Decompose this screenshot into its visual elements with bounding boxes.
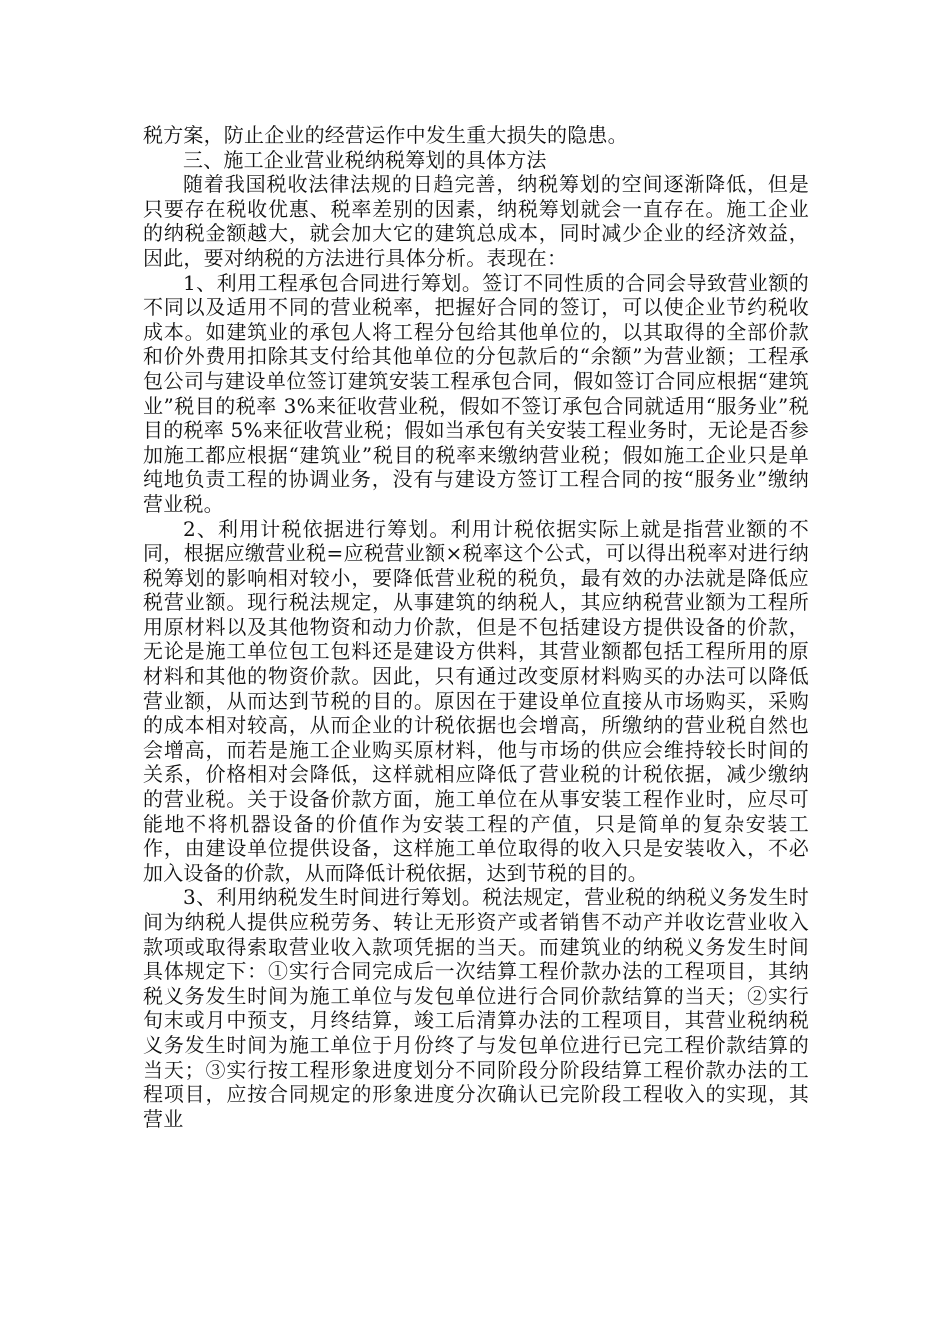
section-heading: 三、施工企业营业税纳税筹划的具体方法 bbox=[183, 147, 547, 172]
paragraph-method-1: 1、利用工程承包合同进行筹划。签订不同性质的合同会导致营业额的不同以及适用不同的营业税率，把握好合同的签订，可以使企业节约税收成本。如建筑业的承包人将工程分包给其他单位的，以其取得的全部价款和价外费用扣除其支付给其他单位的分包款后的“余额”为营业额；工程承包公司与建设单位签订建筑安装工程承包合同，假如签订合同应根据“建筑业”税目的税率 3%来征收营业税，假如不签订承包合同就适用“服务业”税目的税率 5%来征收营业税；假如当承包有关安装工程业务时，无论是否参加施工都应根据“建筑业”税目的税率来缴纳营业税；假如施工企业只是单纯地负责工程的协调业务，没有与建设方签订工程合同的按“服务业”缴纳营业税。 bbox=[143, 270, 809, 516]
paragraph-1: 税方案，防止企业的经营运作中发生重大损失的隐患。 bbox=[143, 123, 628, 147]
paragraph-method-3: 3、利用纳税发生时间进行筹划。税法规定，营业税的纳税义务发生时间为纳税人提供应税劳务、转让无形资产或者销售不动产并收讫营业收入款项或取得索取营业收入款项凭据的当天。而建筑业的纳税义务发生时间具体规定下：①实行合同完成后一次结算工程价款办法的工程项目，其纳税义务发生时间为施工单位与发包单位进行合同价款结算的当天；②实行旬末或月中预支，月终结算，竣工后清算办法的工程项目，其营业税纳税义务发生时间为施工单位于月份终了与发包单位进行已完工程价款结算的当天；③实行按工程形象进度划分不同阶段分阶段结算工程价款办法的工程项目，应按合同规定的形象进度分次确认已完阶段工程收入的实现，其营业 bbox=[143, 885, 809, 1131]
paragraph-intro: 随着我国税收法律法规的日趋完善，纳税筹划的空间逐渐降低，但是只要存在税收优惠、税率差别的因素，纳税筹划就会一直存在。施工企业的纳税金额越大，就会加大它的建筑总成本，同时减少企业的经济效益，因此，要对纳税的方法进行具体分析。表现在： bbox=[143, 172, 809, 270]
paragraph-method-2: 2、利用计税依据进行筹划。利用计税依据实际上就是指营业额的不同，根据应缴营业税=应税营业额×税率这个公式，可以得出税率对进行纳税筹划的影响相对较小，要降低营业税的税负，最有效的办法就是降低应税营业额。现行税法规定，从事建筑的纳税人，其应纳税营业额为工程所用原材料以及其他物资和动力价款，但是不包括建设方提供设备的价款，无论是施工单位包工包料还是建设方供料，其营业额都包括工程所用的原材料和其他的物资价款。因此，只有通过改变原材料购买的办法可以降低营业额，从而达到节税的目的。原因在于建设单位直接从市场购买，采购的成本相对较高，从而企业的计税依据也会增高，所缴纳的营业税自然也会增高，而若是施工企业购买原材料，他与市场的供应会维持较长时间的关系，价格相对会降低，这样就相应降低了营业税的计税依据，减少缴纳的营业税。关于设备价款方面，施工单位在从事安装工程作业时，应尽可能地不将机器设备的价值作为安装工程的产值，只是简单的复杂安装工作，由建设单位提供设备，这样施工单位取得的收入只是安装收入，不必加入设备的价款，从而降低计税依据，达到节税的目的。 bbox=[143, 516, 809, 885]
document-body bbox=[143, 123, 809, 1131]
